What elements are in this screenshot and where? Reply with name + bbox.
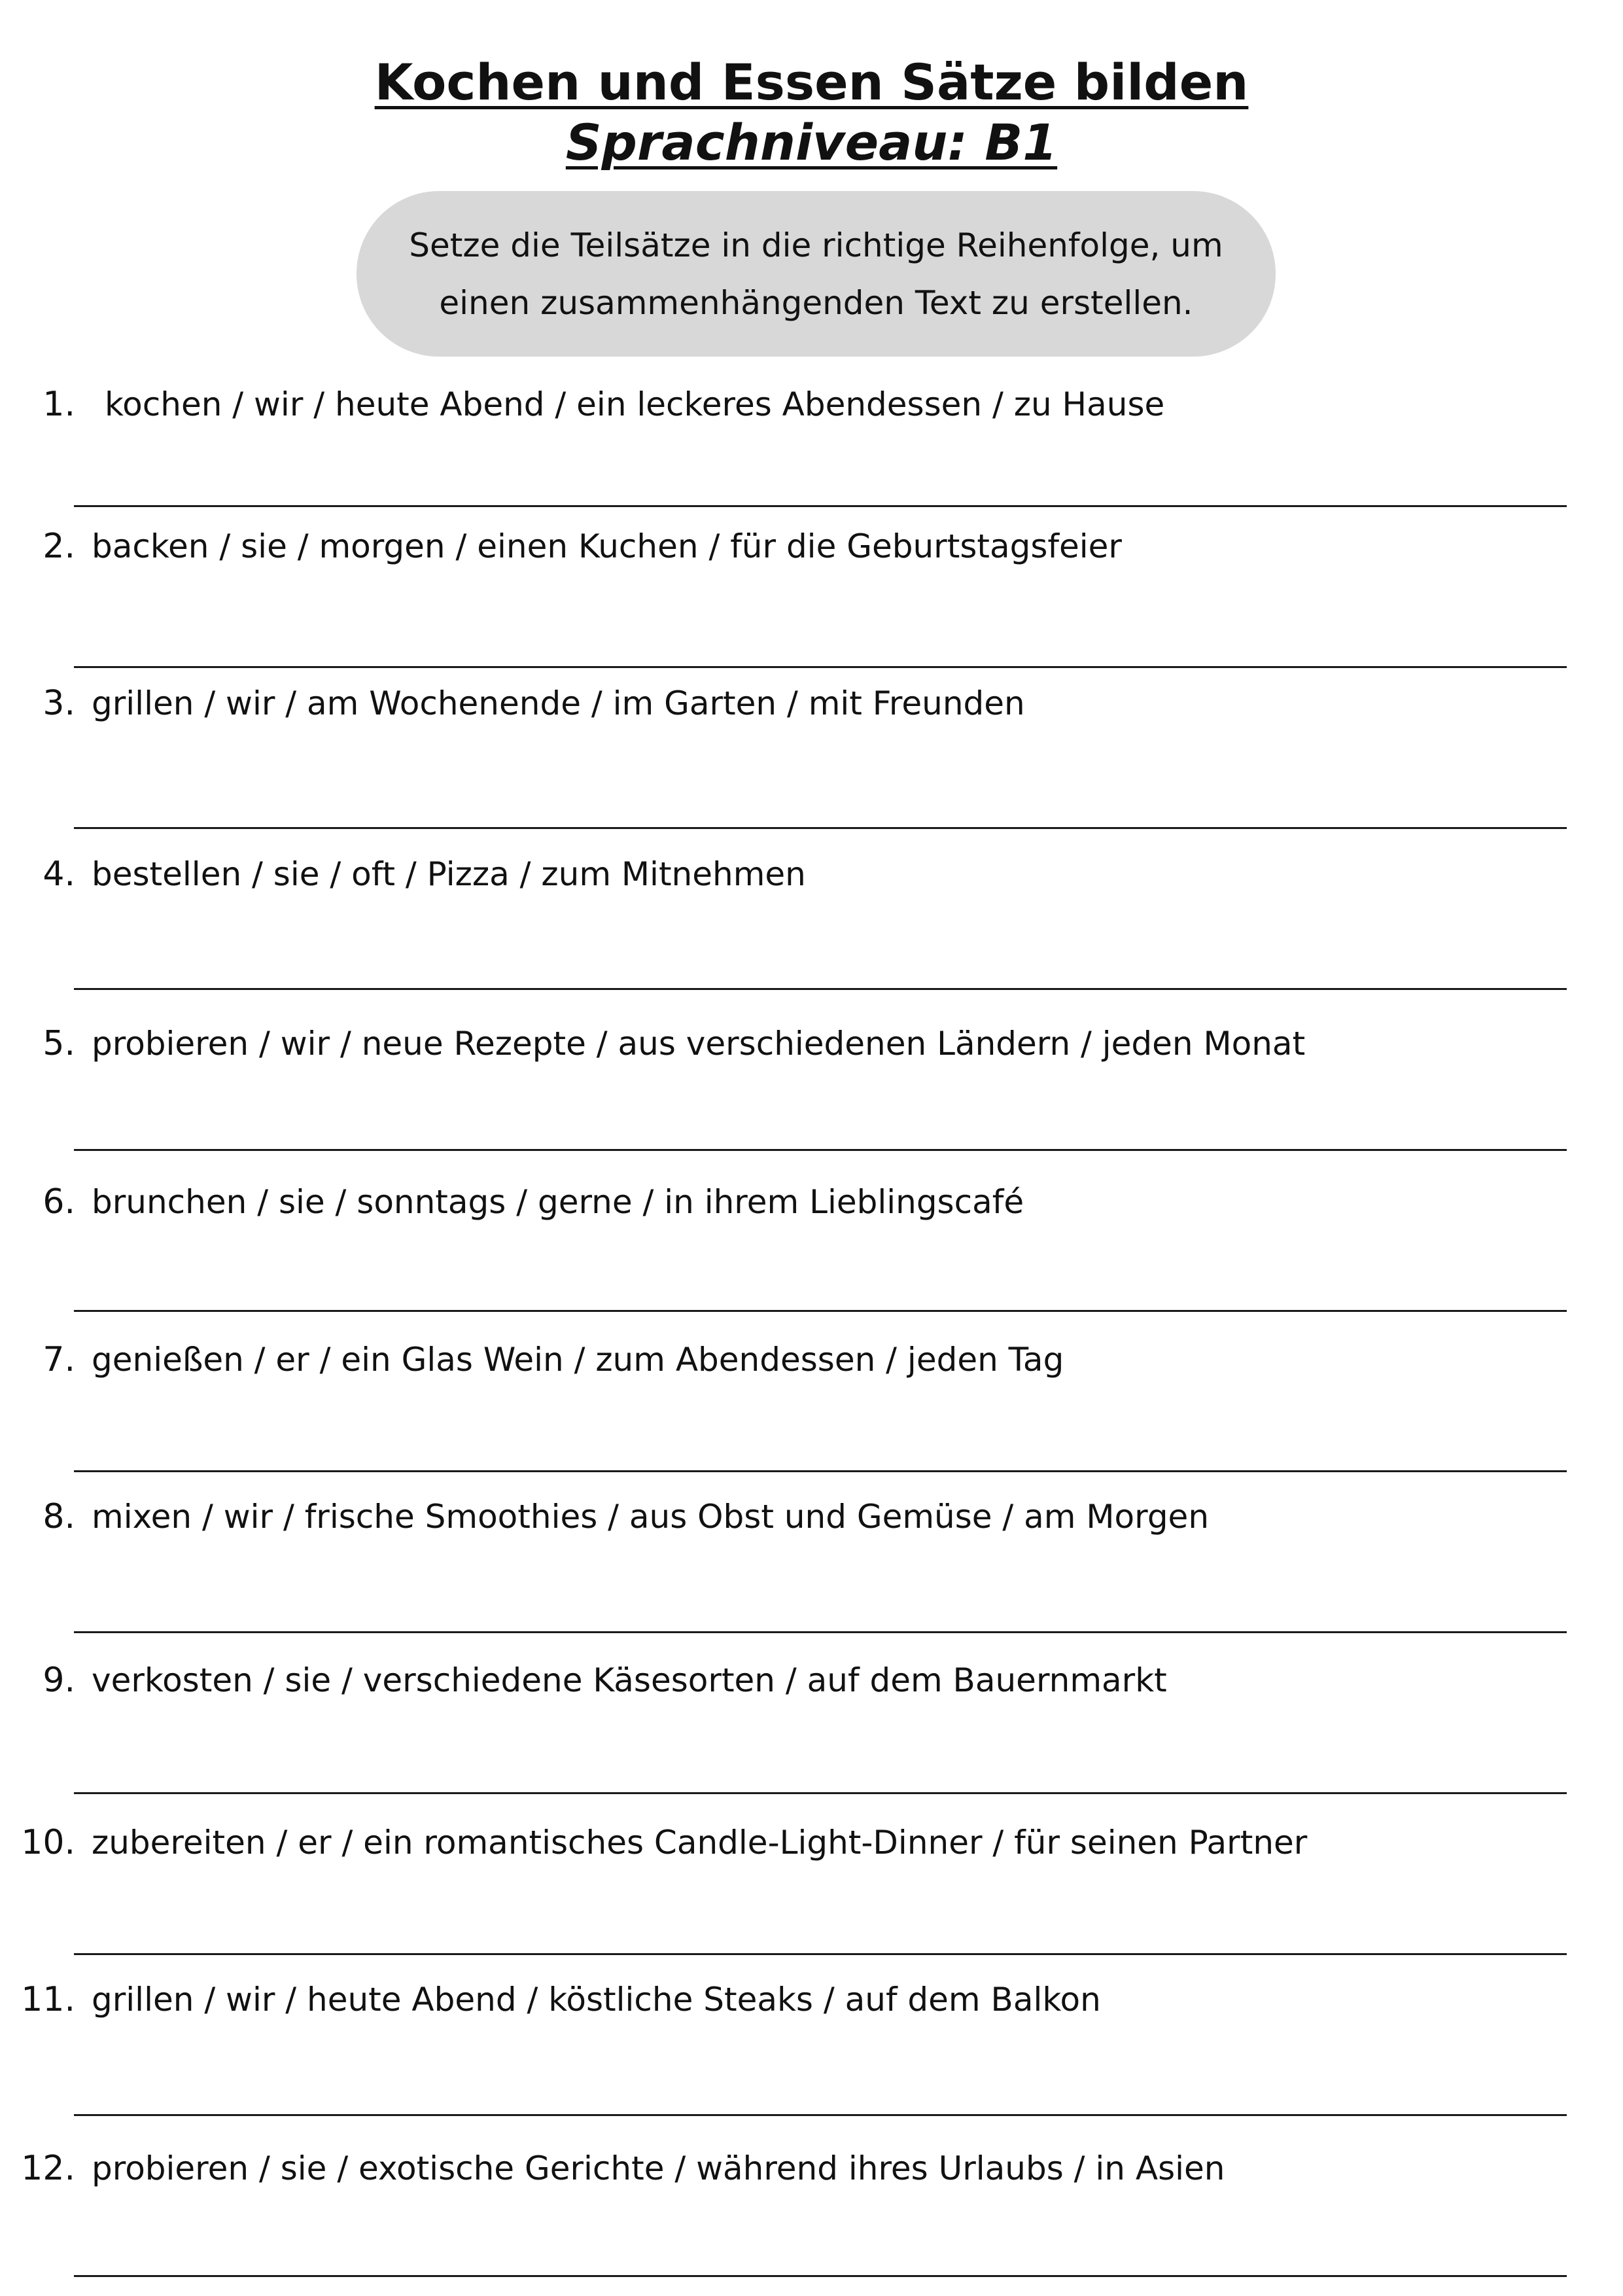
exercise-number: 10. (21, 1823, 75, 1862)
exercise-number: 6. (43, 1182, 75, 1222)
exercise-item (0, 1179, 1623, 1310)
exercise-prompt: genießen / er / ein Glas Wein / zum Abendessen / jeden Tag (92, 1341, 1064, 1379)
instruction-text: Setze die Teilsätze in die richtige Reihenfolge, um einen zusammenhängenden Text zu erstellen. (409, 226, 1223, 322)
answer-line[interactable] (74, 1470, 1567, 1472)
exercise-item (0, 851, 1623, 982)
answer-line[interactable] (74, 2114, 1567, 2116)
instruction-box (357, 191, 1276, 357)
exercise-item (0, 1657, 1623, 1788)
exercise-number: 7. (43, 1340, 75, 1379)
exercise-number: 9. (43, 1661, 75, 1700)
exercise-prompt: grillen / wir / heute Abend / köstliche Steaks / auf dem Balkon (92, 1981, 1101, 2019)
page-subtitle: Sprachniveau: B1 (565, 113, 1058, 171)
exercise-item (0, 680, 1623, 811)
answer-line[interactable] (74, 1310, 1567, 1312)
exercise-prompt: mixen / wir / frische Smoothies / aus Obst und Gemüse / am Morgen (92, 1498, 1210, 1536)
exercise-prompt: verkosten / sie / verschiedene Käsesorten / auf dem Bauernmarkt (92, 1661, 1167, 1699)
page-title: Kochen und Essen Sätze bilden (374, 53, 1249, 111)
exercise-item (0, 523, 1623, 654)
answer-line[interactable] (74, 827, 1567, 829)
exercise-item (0, 1820, 1623, 1951)
answer-line[interactable] (74, 988, 1567, 990)
answer-line[interactable] (74, 666, 1567, 668)
exercise-prompt: grillen / wir / am Wochenende / im Garten / mit Freunden (92, 684, 1025, 722)
answer-line[interactable] (74, 1631, 1567, 1633)
exercise-prompt: probieren / sie / exotische Gerichte / während ihres Urlaubs / in Asien (92, 2149, 1225, 2187)
exercise-number: 5. (43, 1024, 75, 1063)
exercise-number: 11. (21, 1980, 75, 2019)
exercise-item (0, 1021, 1623, 1152)
exercise-prompt: backen / sie / morgen / einen Kuchen / für die Geburtstagsfeier (92, 527, 1122, 565)
exercise-number: 2. (43, 527, 75, 566)
exercise-prompt: zubereiten / er / ein romantisches Candle-Light-Dinner / für seinen Partner (92, 1824, 1308, 1862)
answer-line[interactable] (74, 1149, 1567, 1151)
exercise-prompt: kochen / wir / heute Abend / ein leckeres Abendessen / zu Hause (105, 385, 1165, 423)
exercise-item (0, 381, 1623, 512)
exercise-item (0, 1977, 1623, 2108)
answer-line[interactable] (74, 505, 1567, 507)
exercise-number: 3. (43, 684, 75, 723)
answer-line[interactable] (74, 2275, 1567, 2277)
answer-line[interactable] (74, 1953, 1567, 1955)
exercise-prompt: probieren / wir / neue Rezepte / aus verschiedenen Ländern / jeden Monat (92, 1025, 1306, 1063)
exercise-number: 1. (43, 385, 75, 424)
exercise-number: 4. (43, 855, 75, 894)
exercise-item (0, 2146, 1623, 2276)
exercise-number: 12. (21, 2149, 75, 2188)
exercise-prompt: bestellen / sie / oft / Pizza / zum Mitnehmen (92, 855, 806, 893)
exercise-prompt: brunchen / sie / sonntags / gerne / in ihrem Lieblingscafé (92, 1183, 1024, 1221)
exercise-number: 8. (43, 1497, 75, 1536)
exercise-item (0, 1337, 1623, 1468)
exercise-item (0, 1494, 1623, 1625)
answer-line[interactable] (74, 1792, 1567, 1794)
